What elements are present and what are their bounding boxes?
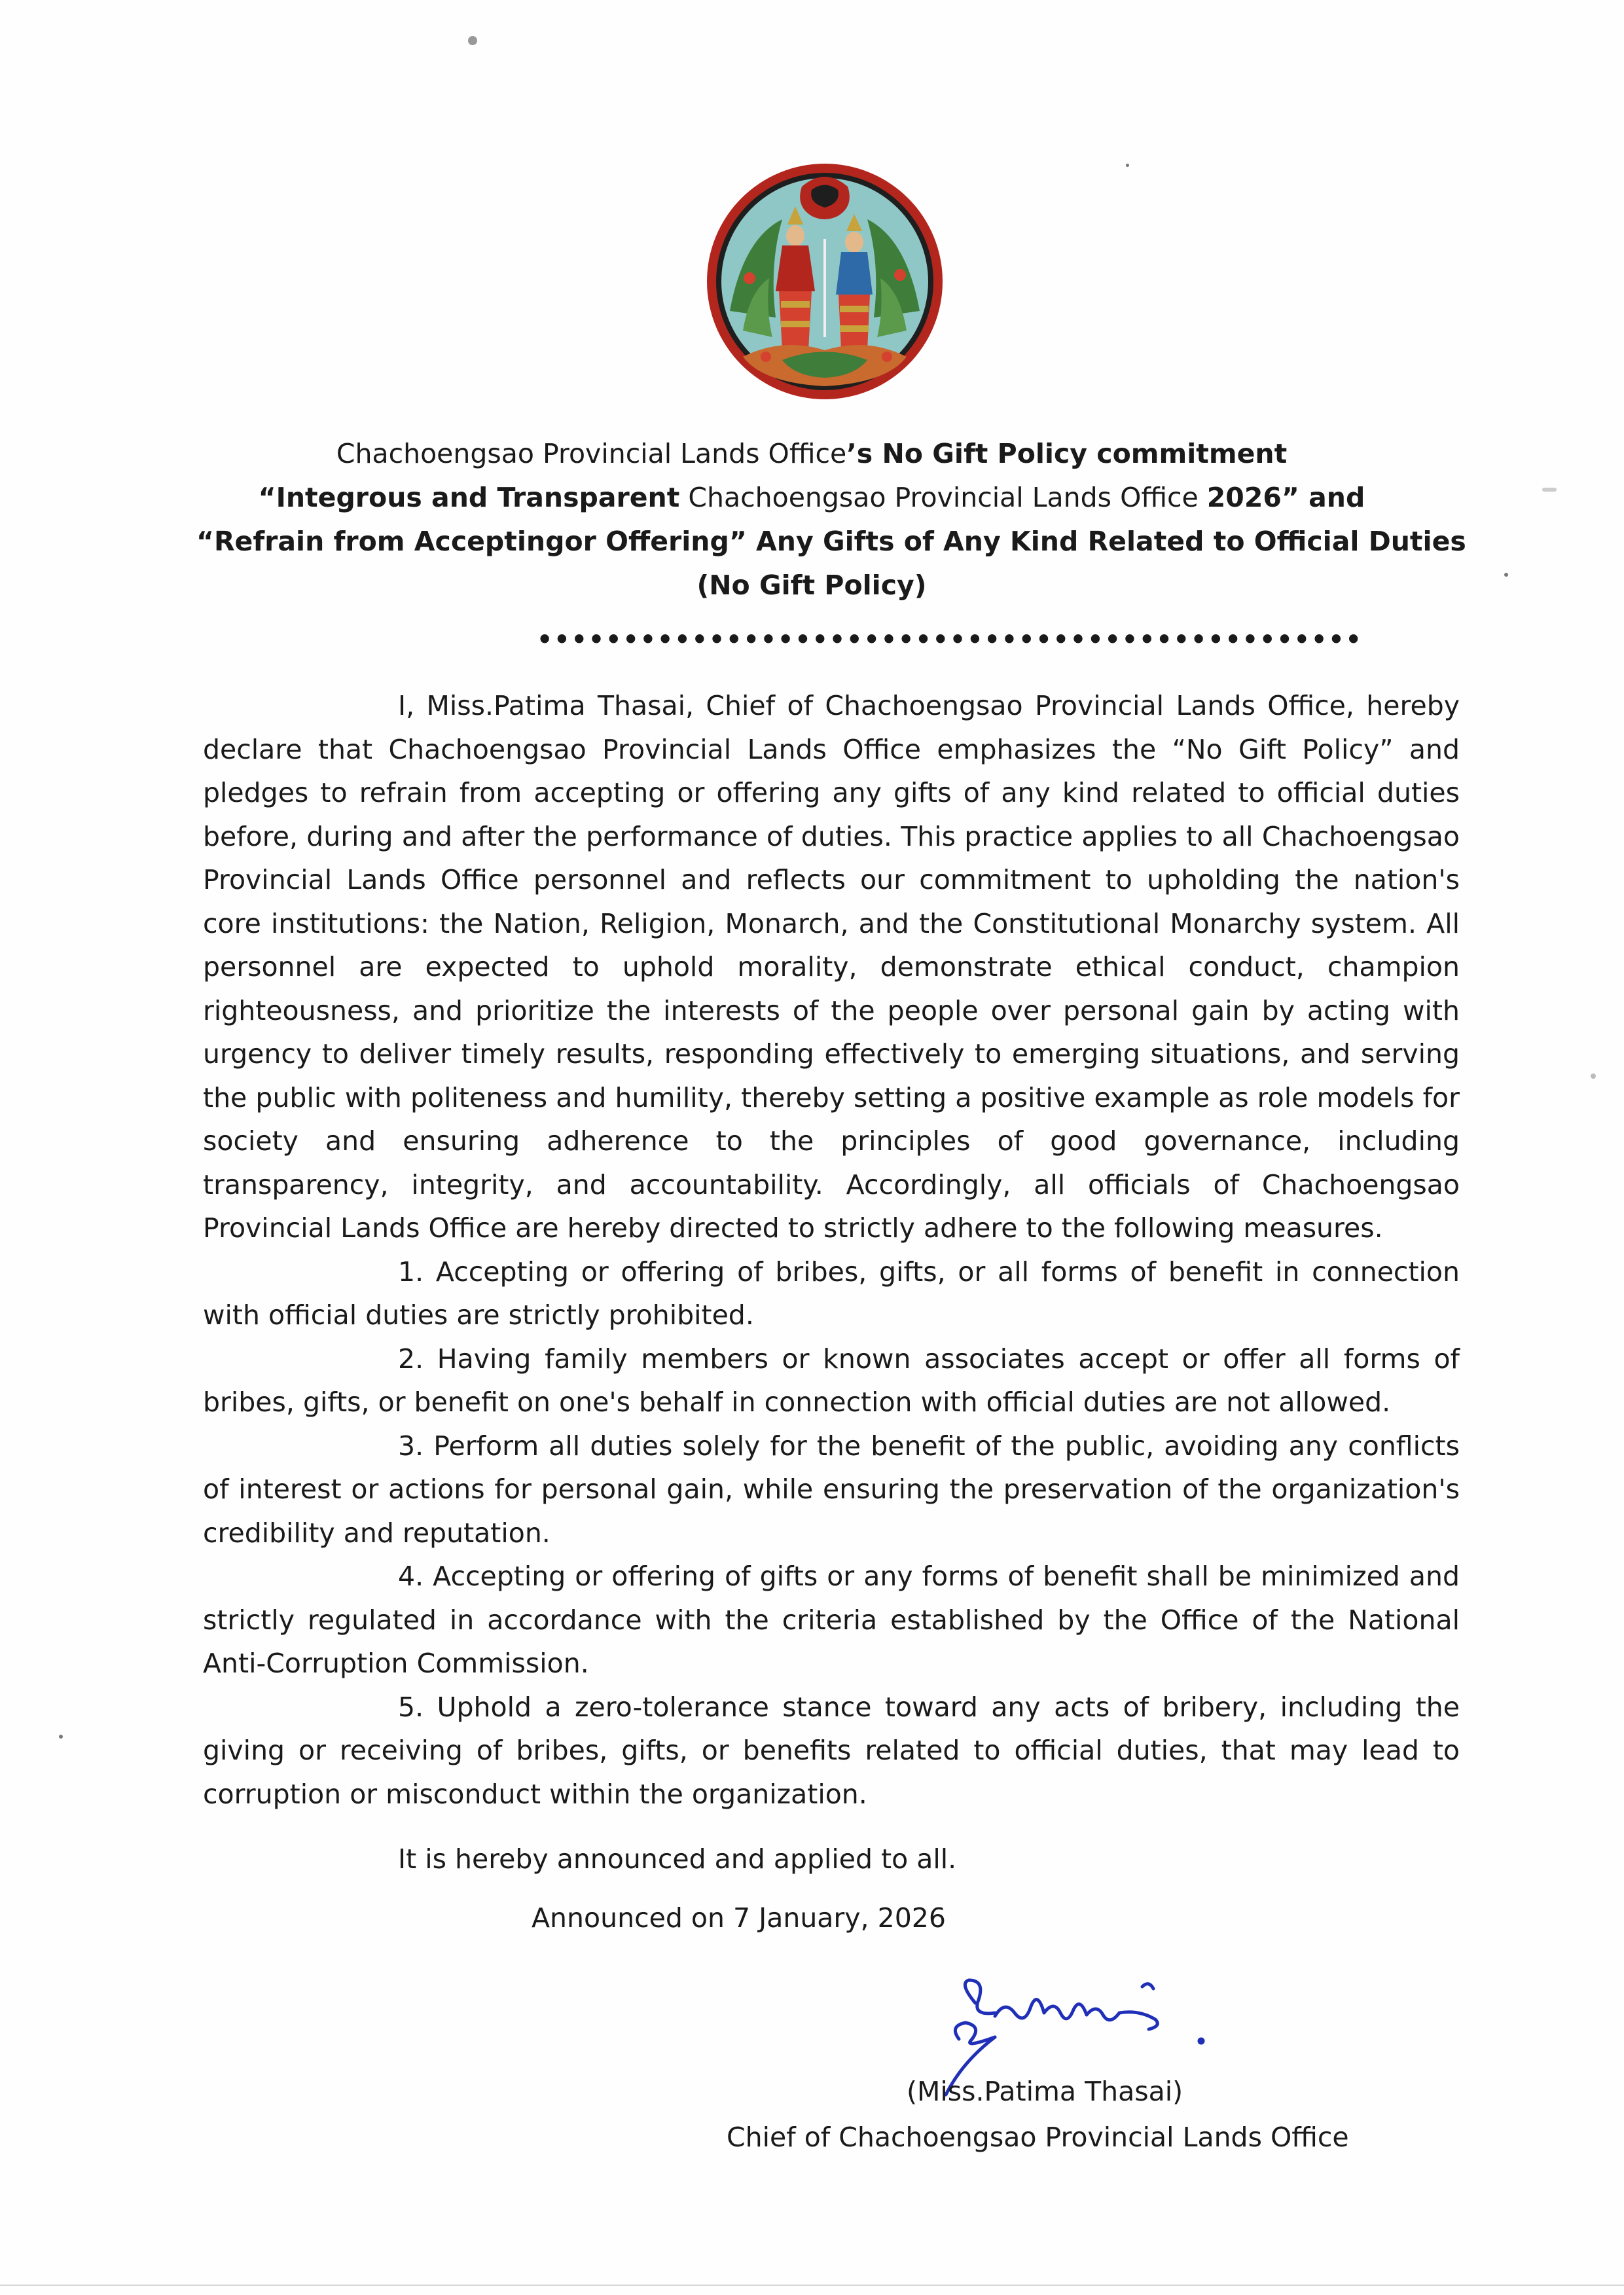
title-line-3: “Refrain from Acceptingor Offering” Any Gifts of Any Kind Related to Official Duties	[196, 526, 1466, 557]
scan-speck	[59, 1735, 63, 1739]
measure-item-5: 5. Uphold a zero-tolerance stance toward any acts of bribery, including the giving or receiving of bribes, gifts, or benefits related to official duties, that may lead to corruption or misconduct within the organization.	[203, 1691, 1460, 1810]
scan-edge-line	[0, 2285, 1624, 2286]
scan-speck	[1504, 573, 1508, 577]
title-line-4: (No Gift Policy)	[696, 569, 927, 601]
signatory-name: (Miss.Patima Thasai)	[907, 2076, 1183, 2107]
title-line-1	[196, 432, 1427, 476]
title-line-2-part-3: 2026	[1206, 482, 1282, 513]
scan-speck	[1591, 1074, 1596, 1079]
scan-speck	[1126, 164, 1129, 167]
title-divider-dots: ••••••••••••••••••••••••••••••••••••••••••••••••	[537, 625, 1363, 654]
announcement-date: Announced on 7 January, 2026	[532, 1902, 946, 1934]
measure-item-3: 3. Perform all duties solely for the benefit of the public, avoiding any conflicts of interest or actions for personal gain, while ensuring the preservation of the organization's credibility and reputation.	[203, 1430, 1460, 1549]
measure-item-2: 2. Having family members or known associates accept or offer all forms of bribes, gifts, or benefit on one's behalf in connection with official duties are not allowed.	[203, 1343, 1460, 1418]
scan-speck	[468, 36, 477, 45]
title-line-2	[196, 476, 1427, 520]
title-line-2-part-4: ” and	[1281, 482, 1365, 513]
provincial-seal-emblem	[704, 160, 946, 403]
closing-statement: It is hereby announced and applied to all.	[398, 1843, 957, 1875]
title-line-1-part-2: ’s No Gift Policy commitment	[846, 438, 1288, 469]
policy-title	[196, 432, 1466, 607]
scan-speck	[1542, 488, 1557, 492]
policy-body	[203, 684, 1460, 1816]
title-line-1-part-1: Chachoengsao Provincial Lands Office	[336, 438, 847, 469]
measure-item-4: 4. Accepting or offering of gifts or any forms of benefit shall be minimized and strictly regulated in accordance with the criteria established by the Office of the National Anti-Corruption Commission.	[203, 1561, 1460, 1679]
measure-item-1: 1. Accepting or offering of bribes, gifts, or all forms of benefit in connection with official duties are strictly prohibited.	[203, 1256, 1460, 1331]
signatory-title: Chief of Chachoengsao Provincial Lands Office	[727, 2122, 1349, 2153]
title-line-2-part-1: “Integrous and Transparent	[258, 482, 680, 513]
title-line-2-part-2: Chachoengsao Provincial Lands Office	[679, 482, 1207, 513]
intro-paragraph: I, Miss.Patima Thasai, Chief of Chachoengsao Provincial Lands Office, hereby declare that Chachoengsao Provincial Lands Office emphasizes the “No Gift Policy” and pledges to refrain from accepting or offering any gifts of any kind related to official duties before, during and after the performance of duties. This practice applies to all Chachoengsao Provincial Lands Office personnel and reflects our commitment to upholding the nation's core institutions: the Nation, Religion, Monarch, and the Constitutional Monarchy system. All personnel are expected to uphold morality, demonstrate ethical conduct, champion righteousness, and prioritize the interests of the people over personal gain by acting with urgency to deliver timely results, responding effectively to emerging situations, and serving the public with politeness and humility, thereby setting a positive example as role models for society and ensuring adherence to the principles of good governance, including transparency, integrity, and accountability. Accordingly, all officials of Chachoengsao Provincial Lands Office are hereby directed to strictly adhere to the following measures.	[203, 690, 1460, 1244]
